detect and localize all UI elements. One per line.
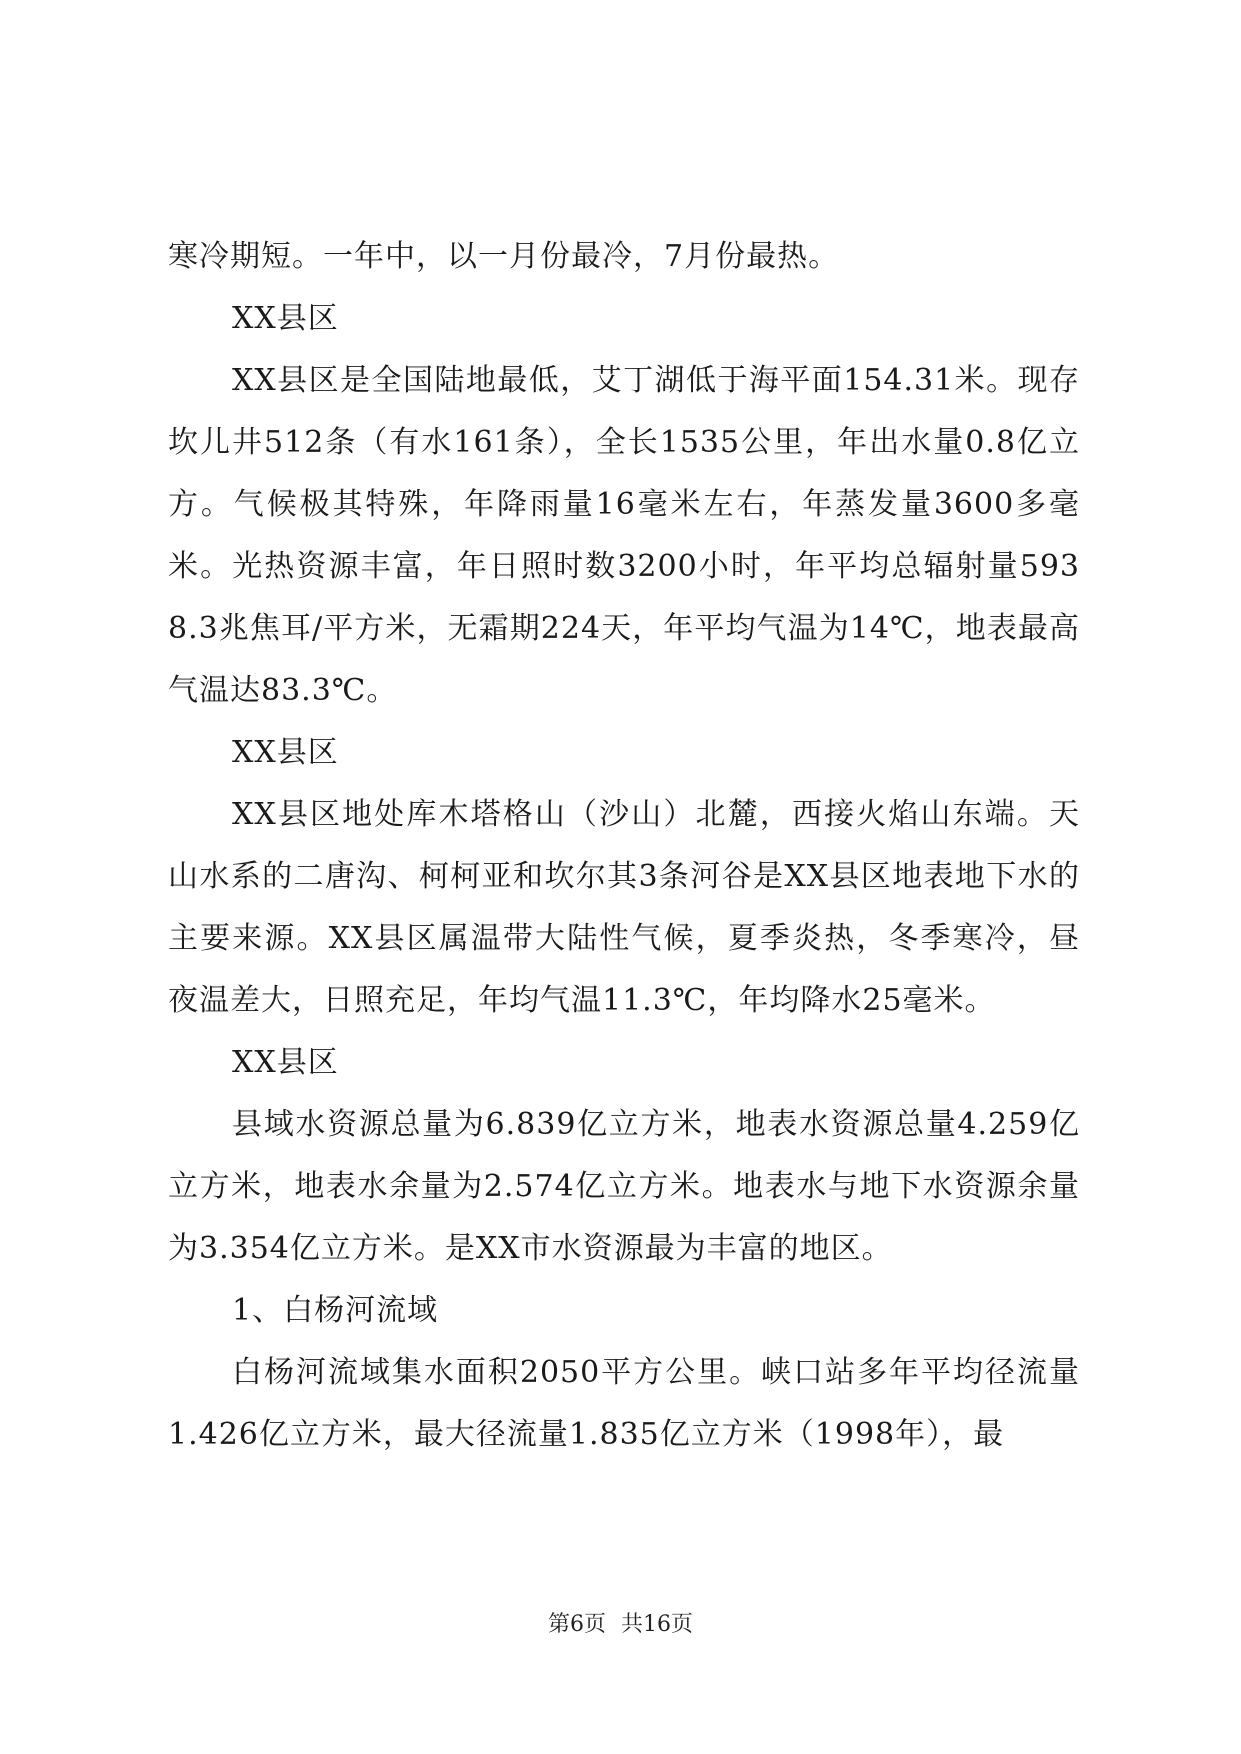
page-total: 共16页 bbox=[621, 1612, 693, 1637]
document-body bbox=[168, 226, 1080, 1466]
heading-county-3: XX县区 bbox=[232, 1045, 339, 1080]
paragraph-5: 白杨河流域集水面积2050平方公里。峡口站多年平均径流量1.426亿立方米，最大径流量1.835亿立方米（1998年），最 bbox=[168, 1355, 1080, 1452]
page-number: 第6页 bbox=[548, 1612, 606, 1637]
paragraph-2: XX县区是全国陆地最低，艾丁湖低于海平面154.31米。现存坎儿井512条（有水161条），全长1535公里，年出水量0.8亿立方。气候极其特殊，年降雨量16毫米左右，年蒸发量3600多毫米。光热资源丰富，年日照时数3200小时，年平均总辐射量5938.3兆焦耳/平方米，无霜期224天，年平均气温为14℃，地表最高气温达83.3℃。 bbox=[168, 363, 1080, 708]
paragraph-1: 寒冷期短。一年中，以一月份最冷，7月份最热。 bbox=[168, 239, 840, 274]
paragraph-4: 县域水资源总量为6.839亿立方米，地表水资源总量4.259亿立方米，地表水余量为2.574亿立方米。地表水与地下水资源余量为3.354亿立方米。是XX市水资源最为丰富的地区。 bbox=[168, 1107, 1080, 1266]
heading-county-2: XX县区 bbox=[232, 735, 339, 770]
page-footer bbox=[0, 1607, 1241, 1638]
heading-baiyang-river: 1、白杨河流域 bbox=[232, 1293, 439, 1328]
heading-county-1: XX县区 bbox=[232, 301, 339, 336]
paragraph-3: XX县区地处库木塔格山（沙山）北麓，西接火焰山东端。天山水系的二唐沟、柯柯亚和坎尔其3条河谷是XX县区地表地下水的主要来源。XX县区属温带大陆性气候，夏季炎热，冬季寒冷，昼夜温差大，日照充足，年均气温11.3℃，年均降水25毫米。 bbox=[168, 797, 1080, 1018]
